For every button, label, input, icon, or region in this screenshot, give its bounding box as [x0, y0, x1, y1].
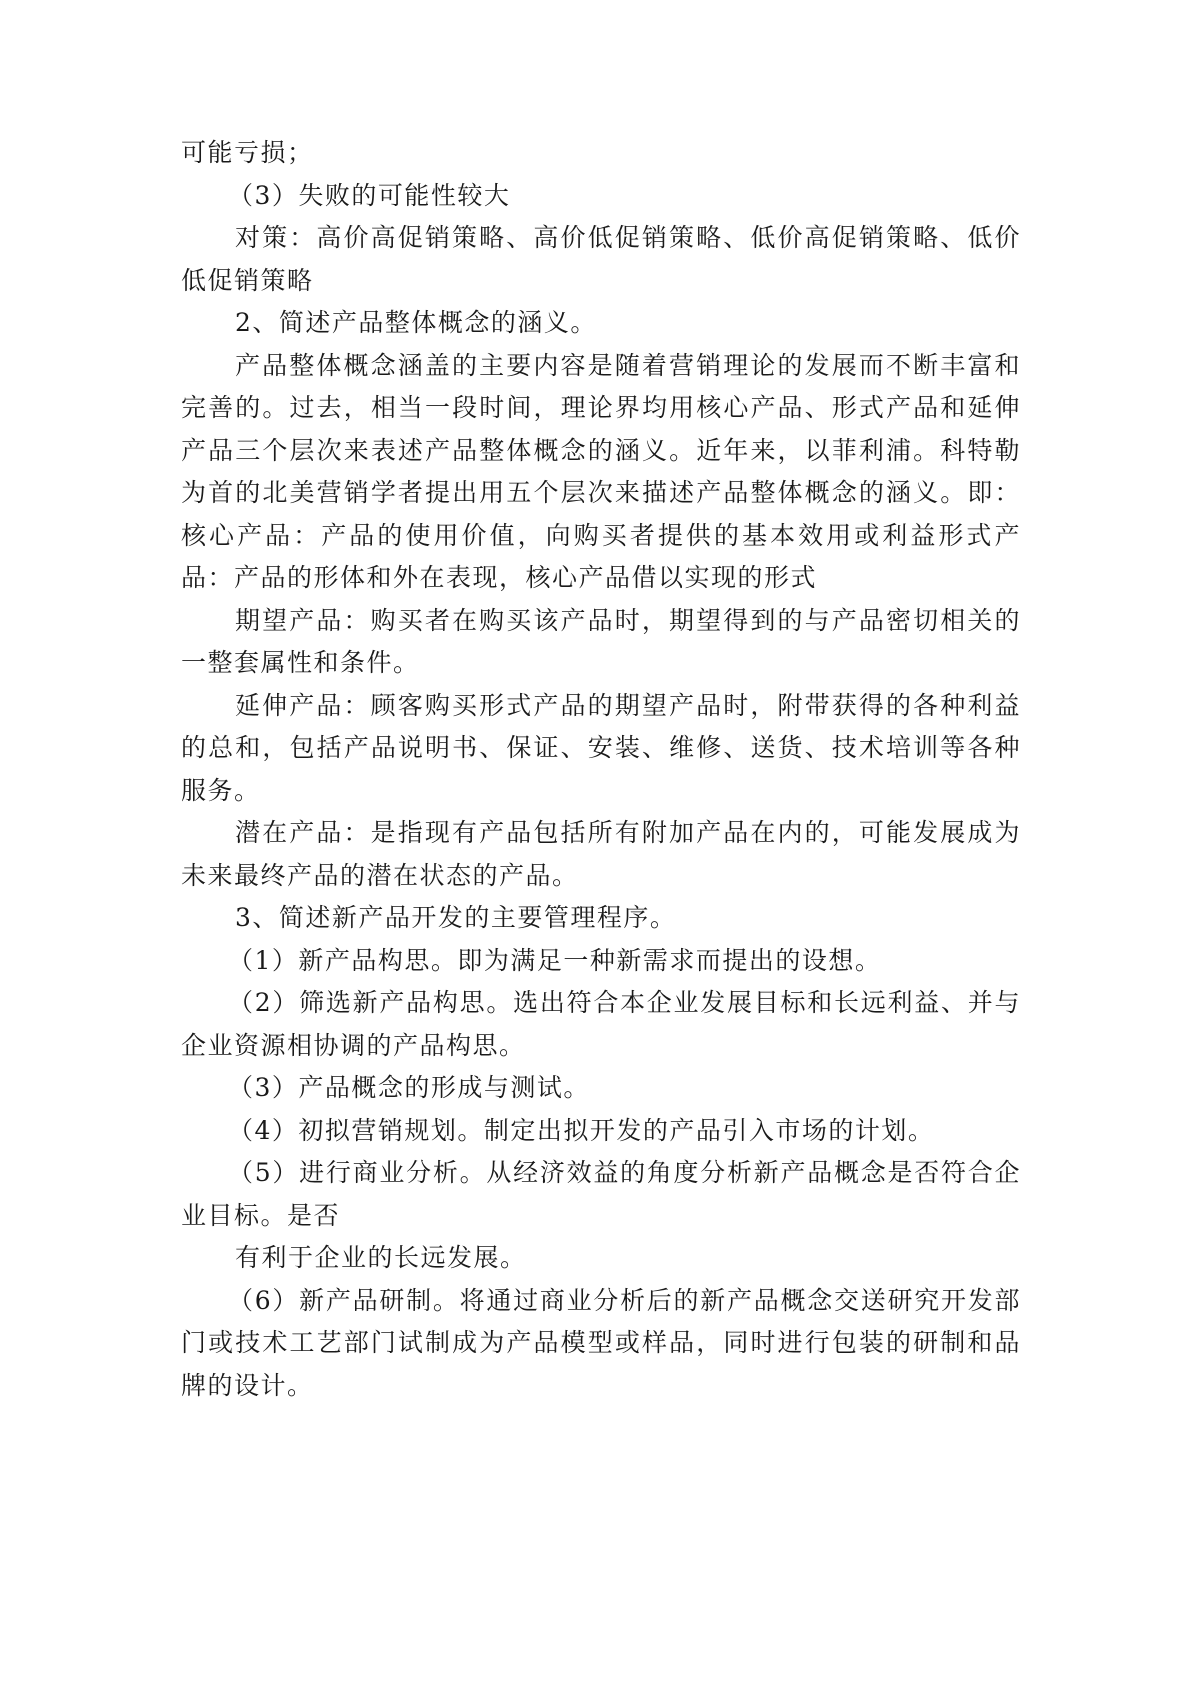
paragraph: 可能亏损； [181, 138, 314, 167]
paragraph-extended-product: 延伸产品：顾客购买形式产品的期望产品时，附带获得的各种利益的总和，包括产品说明书、保证、安装、维修、送货、技术培训等各种服务。 [181, 690, 1021, 805]
list-item-4: （4）初拟营销规划。制定出拟开发的产品引入市场的计划。 [228, 1115, 935, 1145]
list-item-3: （3）产品概念的形成与测试。 [228, 1073, 590, 1102]
document-body [181, 132, 1021, 1407]
paragraph-expected-product: 期望产品：购买者在购买该产品时，期望得到的与产品密切相关的一整套属性和条件。 [181, 605, 1021, 677]
paragraph-potential-product: 潜在产品：是指现有产品包括所有附加产品在内的，可能发展成为未来最终产品的潜在状态的产品。 [181, 818, 1021, 890]
paragraph: 产品整体概念涵盖的主要内容是随着营销理论的发展而不断丰富和完善的。过去，相当一段时间，理论界均用核心产品、形式产品和延伸产品三个层次来表述产品整体概念的涵义。近年来，以菲利浦。科特勒为首的北美营销学者提出用五个层次来描述产品整体概念的涵义。即：核心产品：产品的使用价值，向购买者提供的基本效用或利益形式产品：产品的形体和外在表现，核心产品借以实现的形式 [181, 350, 1021, 592]
list-item-5: （5）进行商业分析。从经济效益的角度分析新产品概念是否符合企业目标。是否 [181, 1158, 1021, 1230]
question-heading-2: 2、简述产品整体概念的涵义。 [235, 308, 597, 337]
list-item-6: （6）新产品研制。将通过商业分析后的新产品概念交送研究开发部门或技术工艺部门试制成为产品模型或样品，同时进行包装的研制和品牌的设计。 [181, 1285, 1021, 1400]
list-item-2: （2）筛选新产品构思。选出符合本企业发展目标和长远利益、并与企业资源相协调的产品构思。 [181, 988, 1021, 1060]
list-item-3: （3）失败的可能性较大 [228, 180, 511, 210]
paragraph-strategy: 对策：高价高促销策略、高价低促销策略、低价高促销策略、低价低促销策略 [181, 223, 1021, 295]
paragraph-continuation: 有利于企业的长远发展。 [235, 1243, 527, 1272]
question-heading-3: 3、简述新产品开发的主要管理程序。 [235, 903, 677, 932]
list-item-1: （1）新产品构思。即为满足一种新需求而提出的设想。 [228, 945, 882, 975]
